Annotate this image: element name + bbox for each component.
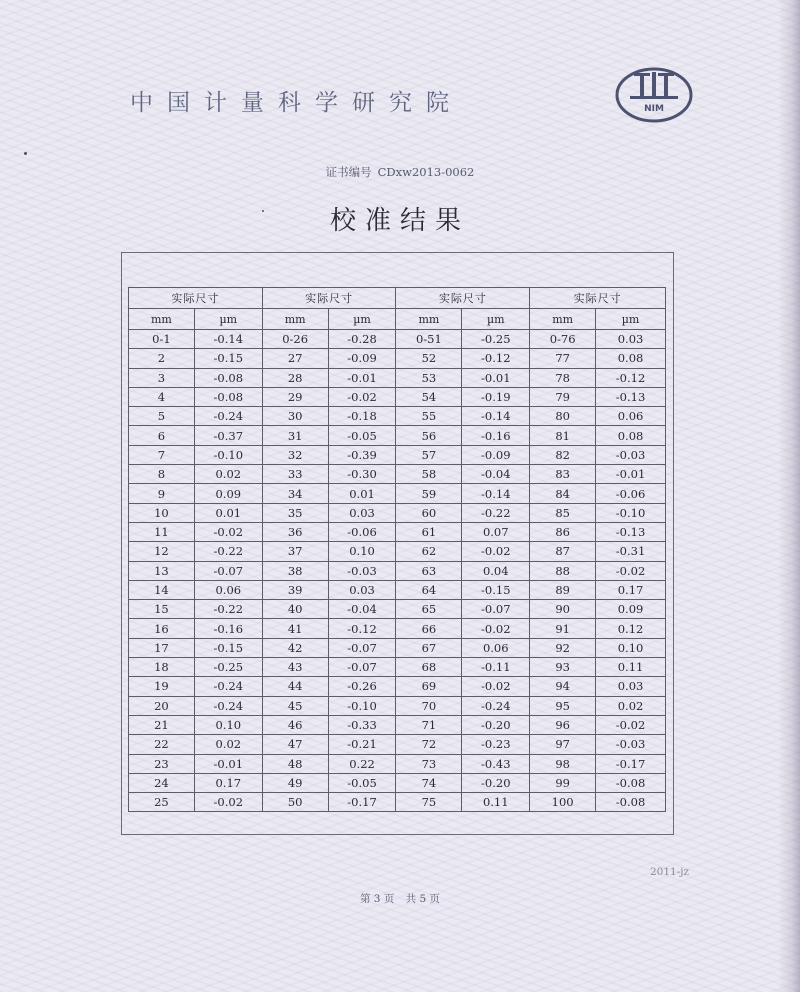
form-code: 2011-jz [650, 866, 690, 878]
deviation-cell: -0.30 [328, 465, 396, 484]
deviation-cell: -0.03 [328, 561, 396, 580]
deviation-cell: -0.02 [194, 793, 262, 812]
deviation-cell: -0.01 [596, 465, 666, 484]
size-cell: 84 [530, 484, 596, 503]
deviation-cell: -0.07 [194, 561, 262, 580]
deviation-cell: -0.10 [596, 503, 666, 522]
deviation-cell: 0.10 [596, 638, 666, 657]
deviation-cell: 0.01 [328, 484, 396, 503]
size-cell: 37 [262, 542, 328, 561]
deviation-cell: -0.13 [596, 387, 666, 406]
size-cell: 27 [262, 349, 328, 368]
deviation-cell: -0.14 [194, 330, 262, 349]
deviation-cell: -0.25 [194, 658, 262, 677]
deviation-cell: -0.18 [328, 407, 396, 426]
deviation-cell: -0.02 [194, 522, 262, 541]
deviation-cell: -0.02 [462, 677, 530, 696]
size-cell: 49 [262, 773, 328, 792]
size-cell: 57 [396, 445, 462, 464]
size-cell: 71 [396, 715, 462, 734]
nim-logo [614, 66, 694, 124]
size-cell: 73 [396, 754, 462, 773]
institute-name: 中国计量科学研究院 [130, 90, 463, 116]
deviation-cell: -0.08 [596, 793, 666, 812]
size-cell: 91 [530, 619, 596, 638]
size-cell: 93 [530, 658, 596, 677]
deviation-cell: 0.03 [596, 677, 666, 696]
deviation-cell: -0.39 [328, 445, 396, 464]
deviation-cell: -0.06 [328, 522, 396, 541]
size-cell: 79 [530, 387, 596, 406]
unit-mm: mm [396, 309, 462, 330]
size-cell: 45 [262, 696, 328, 715]
table-row [129, 677, 666, 696]
size-cell: 5 [129, 407, 195, 426]
deviation-cell: -0.31 [596, 542, 666, 561]
deviation-cell: -0.05 [328, 426, 396, 445]
deviation-cell: -0.13 [596, 522, 666, 541]
deviation-cell: -0.21 [328, 735, 396, 754]
table-row [129, 522, 666, 541]
size-cell: 46 [262, 715, 328, 734]
deviation-cell: -0.24 [194, 677, 262, 696]
deviation-cell: 0.06 [194, 580, 262, 599]
size-cell: 25 [129, 793, 195, 812]
size-cell: 33 [262, 465, 328, 484]
paper-speck [24, 152, 27, 155]
size-cell: 47 [262, 735, 328, 754]
size-cell: 17 [129, 638, 195, 657]
size-cell: 92 [530, 638, 596, 657]
unit-um: µm [194, 309, 262, 330]
deviation-cell: -0.01 [462, 368, 530, 387]
size-cell: 3 [129, 368, 195, 387]
table-row [129, 561, 666, 580]
deviation-cell: -0.17 [328, 793, 396, 812]
deviation-cell: -0.12 [596, 368, 666, 387]
group-header: 实际尺寸 [129, 288, 263, 309]
deviation-cell: 0.02 [194, 465, 262, 484]
size-cell: 19 [129, 677, 195, 696]
size-cell: 77 [530, 349, 596, 368]
size-cell: 66 [396, 619, 462, 638]
deviation-cell: 0.22 [328, 754, 396, 773]
size-cell: 32 [262, 445, 328, 464]
deviation-cell: -0.24 [194, 407, 262, 426]
deviation-cell: 0.12 [596, 619, 666, 638]
deviation-cell: -0.20 [462, 773, 530, 792]
deviation-cell: -0.03 [596, 735, 666, 754]
deviation-cell: -0.01 [194, 754, 262, 773]
deviation-cell: -0.04 [462, 465, 530, 484]
size-cell: 67 [396, 638, 462, 657]
unit-mm: mm [129, 309, 195, 330]
size-cell: 9 [129, 484, 195, 503]
size-cell: 21 [129, 715, 195, 734]
size-cell: 14 [129, 580, 195, 599]
deviation-cell: 0.08 [596, 349, 666, 368]
deviation-cell: 0.03 [328, 503, 396, 522]
size-cell: 55 [396, 407, 462, 426]
deviation-cell: -0.07 [462, 600, 530, 619]
size-cell: 8 [129, 465, 195, 484]
size-cell: 0-76 [530, 330, 596, 349]
unit-um: µm [462, 309, 530, 330]
table-row [129, 658, 666, 677]
deviation-cell: 0.04 [462, 561, 530, 580]
table-row [129, 387, 666, 406]
deviation-cell: -0.02 [596, 715, 666, 734]
size-cell: 34 [262, 484, 328, 503]
deviation-cell: -0.16 [462, 426, 530, 445]
group-header: 实际尺寸 [262, 288, 396, 309]
page-total: 共 5 页 [405, 893, 441, 905]
table-row [129, 754, 666, 773]
table-row [129, 445, 666, 464]
deviation-cell: -0.10 [328, 696, 396, 715]
deviation-cell: -0.12 [328, 619, 396, 638]
size-cell: 90 [530, 600, 596, 619]
size-cell: 20 [129, 696, 195, 715]
size-cell: 72 [396, 735, 462, 754]
deviation-cell: -0.19 [462, 387, 530, 406]
size-cell: 80 [530, 407, 596, 426]
deviation-cell: 0.09 [596, 600, 666, 619]
table-row [129, 773, 666, 792]
table-row [129, 368, 666, 387]
deviation-cell: -0.12 [462, 349, 530, 368]
deviation-cell: -0.02 [462, 542, 530, 561]
deviation-cell: -0.22 [194, 542, 262, 561]
deviation-cell: -0.43 [462, 754, 530, 773]
size-cell: 61 [396, 522, 462, 541]
size-cell: 59 [396, 484, 462, 503]
size-cell: 85 [530, 503, 596, 522]
deviation-cell: 0.17 [194, 773, 262, 792]
deviation-cell: -0.20 [462, 715, 530, 734]
deviation-cell: -0.25 [462, 330, 530, 349]
size-cell: 95 [530, 696, 596, 715]
size-cell: 43 [262, 658, 328, 677]
size-cell: 60 [396, 503, 462, 522]
logo-text: NIM [644, 104, 664, 114]
deviation-cell: -0.08 [596, 773, 666, 792]
certificate-number-line [0, 164, 800, 180]
size-cell: 75 [396, 793, 462, 812]
size-cell: 31 [262, 426, 328, 445]
table-row [129, 600, 666, 619]
unit-mm: mm [530, 309, 596, 330]
deviation-cell: -0.10 [194, 445, 262, 464]
deviation-cell: -0.08 [194, 368, 262, 387]
size-cell: 22 [129, 735, 195, 754]
deviation-cell: 0.07 [462, 522, 530, 541]
deviation-cell: -0.11 [462, 658, 530, 677]
size-cell: 15 [129, 600, 195, 619]
deviation-cell: -0.14 [462, 407, 530, 426]
deviation-cell: -0.04 [328, 600, 396, 619]
deviation-cell: -0.03 [596, 445, 666, 464]
size-cell: 4 [129, 387, 195, 406]
size-cell: 38 [262, 561, 328, 580]
deviation-cell: -0.02 [328, 387, 396, 406]
size-cell: 81 [530, 426, 596, 445]
deviation-cell: -0.22 [194, 600, 262, 619]
deviation-cell: -0.17 [596, 754, 666, 773]
deviation-cell: -0.09 [462, 445, 530, 464]
table-row [129, 735, 666, 754]
size-cell: 44 [262, 677, 328, 696]
size-cell: 50 [262, 793, 328, 812]
deviation-cell: 0.17 [596, 580, 666, 599]
unit-um: µm [328, 309, 396, 330]
deviation-cell: -0.01 [328, 368, 396, 387]
deviation-cell: 0.11 [462, 793, 530, 812]
size-cell: 56 [396, 426, 462, 445]
table-row [129, 484, 666, 503]
table-row [129, 696, 666, 715]
size-cell: 12 [129, 542, 195, 561]
deviation-cell: 0.06 [462, 638, 530, 657]
size-cell: 54 [396, 387, 462, 406]
cert-number-label: 证书编号 [325, 165, 372, 179]
size-cell: 36 [262, 522, 328, 541]
page-number: 第 3 页 [359, 893, 395, 905]
size-cell: 2 [129, 349, 195, 368]
size-cell: 99 [530, 773, 596, 792]
deviation-cell: -0.23 [462, 735, 530, 754]
size-cell: 29 [262, 387, 328, 406]
size-cell: 88 [530, 561, 596, 580]
group-header: 实际尺寸 [396, 288, 530, 309]
deviation-cell: -0.24 [194, 696, 262, 715]
size-cell: 86 [530, 522, 596, 541]
table-row [129, 330, 666, 349]
size-cell: 62 [396, 542, 462, 561]
size-cell: 41 [262, 619, 328, 638]
deviation-cell: -0.02 [596, 561, 666, 580]
table-row [129, 715, 666, 734]
size-cell: 68 [396, 658, 462, 677]
size-cell: 35 [262, 503, 328, 522]
size-cell: 7 [129, 445, 195, 464]
size-cell: 63 [396, 561, 462, 580]
page-title: 校准结果 [329, 206, 470, 236]
cert-number: CDxw2013-0062 [377, 165, 475, 179]
size-cell: 48 [262, 754, 328, 773]
deviation-cell: -0.16 [194, 619, 262, 638]
table-row [129, 407, 666, 426]
size-cell: 53 [396, 368, 462, 387]
deviation-cell: -0.15 [194, 638, 262, 657]
deviation-cell: 0.03 [328, 580, 396, 599]
table-row [129, 349, 666, 368]
size-cell: 11 [129, 522, 195, 541]
size-cell: 70 [396, 696, 462, 715]
group-header-row [129, 288, 666, 309]
deviation-cell: -0.15 [462, 580, 530, 599]
deviation-cell: 0.10 [194, 715, 262, 734]
size-cell: 10 [129, 503, 195, 522]
size-cell: 98 [530, 754, 596, 773]
size-cell: 13 [129, 561, 195, 580]
size-cell: 24 [129, 773, 195, 792]
unit-um: µm [596, 309, 666, 330]
size-cell: 97 [530, 735, 596, 754]
deviation-cell: 0.09 [194, 484, 262, 503]
deviation-cell: 0.08 [596, 426, 666, 445]
deviation-cell: -0.22 [462, 503, 530, 522]
deviation-cell: -0.15 [194, 349, 262, 368]
unit-header-row [129, 309, 666, 330]
results-body [129, 330, 666, 812]
table-row [129, 426, 666, 445]
deviation-cell: -0.26 [328, 677, 396, 696]
deviation-cell: 0.06 [596, 407, 666, 426]
deviation-cell: 0.02 [194, 735, 262, 754]
table-row [129, 619, 666, 638]
table-row [129, 638, 666, 657]
size-cell: 74 [396, 773, 462, 792]
size-cell: 64 [396, 580, 462, 599]
deviation-cell: -0.33 [328, 715, 396, 734]
deviation-cell: -0.28 [328, 330, 396, 349]
size-cell: 28 [262, 368, 328, 387]
size-cell: 30 [262, 407, 328, 426]
unit-mm: mm [262, 309, 328, 330]
table-row [129, 542, 666, 561]
size-cell: 0-51 [396, 330, 462, 349]
deviation-cell: -0.24 [462, 696, 530, 715]
deviation-cell: -0.14 [462, 484, 530, 503]
size-cell: 0-1 [129, 330, 195, 349]
deviation-cell: 0.10 [328, 542, 396, 561]
size-cell: 89 [530, 580, 596, 599]
size-cell: 69 [396, 677, 462, 696]
table-row [129, 580, 666, 599]
deviation-cell: 0.01 [194, 503, 262, 522]
size-cell: 0-26 [262, 330, 328, 349]
size-cell: 16 [129, 619, 195, 638]
size-cell: 100 [530, 793, 596, 812]
deviation-cell: -0.07 [328, 638, 396, 657]
size-cell: 82 [530, 445, 596, 464]
size-cell: 40 [262, 600, 328, 619]
page-edge-shadow [778, 0, 800, 992]
size-cell: 39 [262, 580, 328, 599]
table-row [129, 465, 666, 484]
calibration-results-table [128, 287, 666, 812]
size-cell: 6 [129, 426, 195, 445]
deviation-cell: -0.07 [328, 658, 396, 677]
group-header: 实际尺寸 [530, 288, 666, 309]
deviation-cell: 0.02 [596, 696, 666, 715]
deviation-cell: -0.37 [194, 426, 262, 445]
size-cell: 23 [129, 754, 195, 773]
deviation-cell: -0.06 [596, 484, 666, 503]
table-row [129, 503, 666, 522]
deviation-cell: 0.03 [596, 330, 666, 349]
size-cell: 94 [530, 677, 596, 696]
size-cell: 65 [396, 600, 462, 619]
size-cell: 78 [530, 368, 596, 387]
size-cell: 87 [530, 542, 596, 561]
size-cell: 83 [530, 465, 596, 484]
size-cell: 42 [262, 638, 328, 657]
deviation-cell: -0.05 [328, 773, 396, 792]
deviation-cell: -0.08 [194, 387, 262, 406]
deviation-cell: -0.09 [328, 349, 396, 368]
deviation-cell: -0.02 [462, 619, 530, 638]
table-row [129, 793, 666, 812]
deviation-cell: 0.11 [596, 658, 666, 677]
size-cell: 52 [396, 349, 462, 368]
page-footer [0, 891, 800, 906]
size-cell: 96 [530, 715, 596, 734]
size-cell: 58 [396, 465, 462, 484]
size-cell: 18 [129, 658, 195, 677]
